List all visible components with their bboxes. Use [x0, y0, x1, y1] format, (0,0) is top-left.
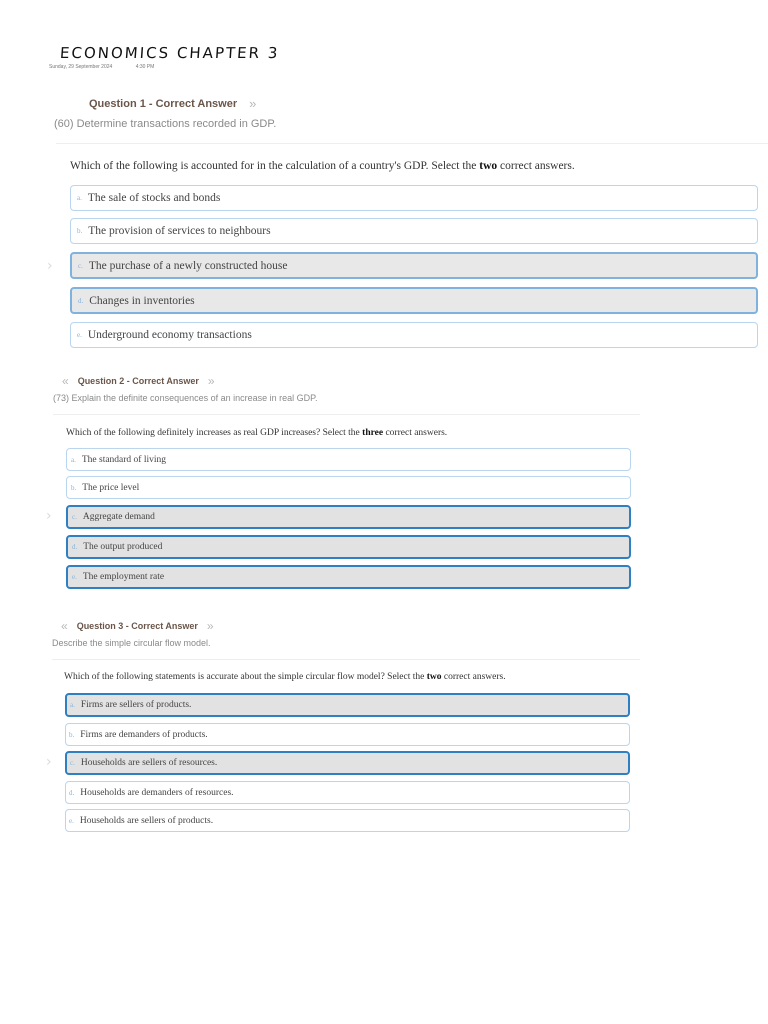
option-letter: d. [69, 788, 75, 797]
option-letter: e. [69, 816, 74, 825]
chevron-right-double-icon[interactable]: » [207, 374, 215, 388]
prompt-text: Which of the following definitely increases as real GDP increases? Select the [66, 428, 363, 438]
question-2-option-b[interactable] [66, 476, 631, 499]
note-date: Sunday, 29 September 2024 [49, 64, 113, 70]
option-letter: e. [77, 331, 82, 339]
question-3-option-a[interactable] [65, 693, 630, 717]
divider [52, 659, 640, 660]
option-text: Changes in inventories [89, 294, 195, 307]
question-3-option-b[interactable] [65, 723, 630, 746]
option-text: Firms are demanders of products. [80, 729, 208, 740]
chevron-left-double-icon[interactable]: « [61, 619, 68, 633]
option-text: The standard of living [81, 454, 167, 465]
question-1-option-e[interactable] [70, 322, 758, 348]
question-2-title: Question 2 - Correct Answer [77, 376, 199, 386]
option-letter: c. [72, 513, 77, 521]
question-3-header [61, 619, 214, 633]
chevron-right-double-icon[interactable]: » [206, 619, 214, 633]
option-letter: d. [72, 543, 78, 551]
prompt-bold: three [362, 428, 384, 438]
chevron-right-icon: › [47, 258, 53, 274]
question-1-objective: (60) Determine transactions recorded in GDP. [54, 118, 277, 130]
option-text: Households are demanders of resources. [80, 787, 234, 798]
prompt-bold: two [426, 672, 442, 682]
option-text: Aggregate demand [82, 512, 155, 522]
question-1-option-b[interactable] [70, 218, 758, 244]
prompt-text: Which of the following statements is accurate about the simple circular flow model? Select the [64, 672, 427, 682]
option-letter: d. [78, 296, 84, 305]
option-text: Firms are sellers of products. [80, 700, 192, 710]
prompt-text-end: correct answers. [497, 160, 575, 172]
option-letter: b. [71, 483, 77, 492]
question-3-option-e[interactable] [65, 809, 630, 832]
option-letter: c. [78, 261, 83, 270]
question-3-option-c[interactable] [65, 751, 630, 775]
question-3-title: Question 3 - Correct Answer [76, 621, 198, 631]
question-2-option-a[interactable] [66, 448, 631, 471]
prompt-text-end: correct answers. [441, 672, 506, 682]
question-1-option-c[interactable] [70, 252, 758, 279]
note-title: ECONOMICS CHAPTER 3 [59, 44, 280, 62]
chevron-right-double-icon[interactable]: » [249, 96, 257, 111]
question-1-prompt [70, 160, 575, 172]
question-3-objective: Describe the simple circular flow model. [52, 638, 211, 648]
option-letter: b. [77, 227, 83, 235]
option-text: The employment rate [82, 572, 165, 582]
option-text: Households are sellers of products. [79, 815, 214, 826]
chevron-left-double-icon[interactable]: « [62, 374, 69, 388]
question-1-option-a[interactable] [70, 185, 758, 211]
option-text: Underground economy transactions [87, 329, 252, 341]
divider [56, 143, 768, 144]
option-letter: e. [72, 573, 77, 581]
question-1-title: Question 1 - Correct Answer [89, 97, 238, 110]
chevron-right-icon: › [46, 754, 52, 770]
option-letter: b. [69, 730, 75, 739]
question-1-option-d[interactable] [70, 287, 758, 314]
option-text: The output produced [83, 542, 163, 552]
note-timestamp [49, 64, 176, 70]
chevron-right-icon: › [46, 508, 52, 524]
option-letter: c. [70, 759, 75, 767]
prompt-text-end: correct answers. [383, 428, 448, 438]
question-2-option-d[interactable] [66, 535, 631, 559]
question-3-prompt [64, 672, 506, 682]
prompt-text: Which of the following is accounted for in the calculation of a country's GDP. Select the [70, 160, 480, 172]
question-1-header [89, 96, 256, 111]
note-time: 4:30 PM [135, 64, 155, 70]
option-text: The sale of stocks and bonds [87, 192, 221, 204]
option-text: The price level [82, 482, 140, 493]
question-2-objective: (73) Explain the definite consequences of an increase in real GDP. [53, 393, 318, 403]
option-letter: a. [77, 194, 82, 202]
option-text: The provision of services to neighbours [88, 225, 271, 237]
option-letter: a. [70, 701, 75, 709]
prompt-bold: two [479, 160, 498, 172]
question-2-option-e[interactable] [66, 565, 631, 589]
question-2-header [62, 374, 215, 388]
question-2-option-c[interactable] [66, 505, 631, 529]
option-text: Households are sellers of resources. [80, 758, 218, 768]
option-letter: a. [71, 455, 76, 464]
question-2-prompt [66, 428, 447, 438]
question-3-option-d[interactable] [65, 781, 630, 804]
divider [53, 414, 640, 415]
option-text: The purchase of a newly constructed house [88, 259, 288, 272]
